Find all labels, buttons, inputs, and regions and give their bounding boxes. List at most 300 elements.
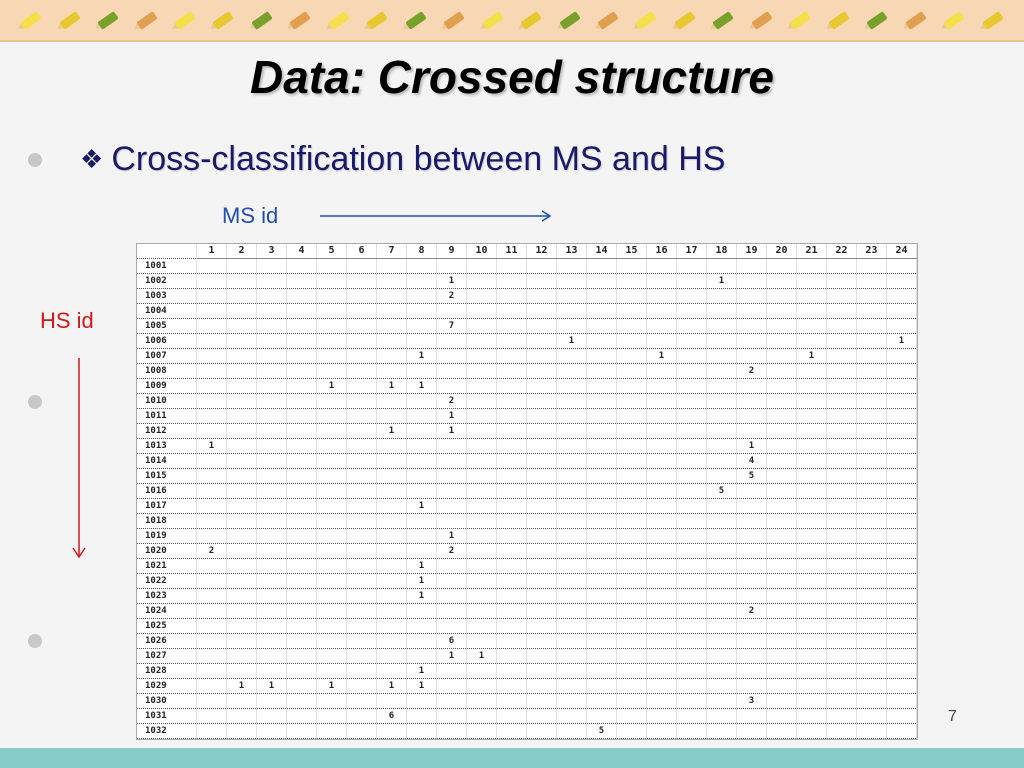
- table-cell: [227, 409, 257, 424]
- table-cell: [437, 604, 467, 619]
- table-cell: [467, 304, 497, 319]
- table-cell: [437, 619, 467, 634]
- table-cell: [737, 709, 767, 724]
- table-cell: [257, 364, 287, 379]
- table-cell: [647, 409, 677, 424]
- table-cell: [377, 649, 407, 664]
- table-cell: [377, 364, 407, 379]
- table-cell: [497, 259, 527, 274]
- table-cell: [767, 289, 797, 304]
- table-cell: 2: [737, 364, 767, 379]
- table-cell: [437, 379, 467, 394]
- table-cell: [647, 439, 677, 454]
- table-cell: [557, 349, 587, 364]
- bullet-dot-icon: [28, 395, 42, 409]
- pencil-icon: [943, 11, 965, 30]
- table-cell: [347, 694, 377, 709]
- table-cell: [797, 499, 827, 514]
- table-cell: [197, 649, 227, 664]
- table-cell: [797, 484, 827, 499]
- table-cell: [227, 514, 257, 529]
- table-cell: [617, 679, 647, 694]
- table-cell: [767, 664, 797, 679]
- table-cell: [287, 454, 317, 469]
- pencil-icon: [213, 11, 235, 30]
- table-cell: [497, 619, 527, 634]
- table-cell: [797, 559, 827, 574]
- table-cell: [827, 394, 857, 409]
- table-cell: [887, 304, 917, 319]
- table-cell: [197, 469, 227, 484]
- table-cell: [197, 724, 227, 739]
- table-cell: [857, 394, 887, 409]
- table-cell: [257, 409, 287, 424]
- table-cell: [227, 274, 257, 289]
- table-cell: [467, 544, 497, 559]
- table-cell: [677, 379, 707, 394]
- table-cell: [767, 604, 797, 619]
- table-cell: [857, 334, 887, 349]
- table-cell: [527, 709, 557, 724]
- table-cell: 1: [407, 589, 437, 604]
- table-cell: [887, 259, 917, 274]
- table-cell: 1: [437, 529, 467, 544]
- table-cell: [707, 379, 737, 394]
- table-cell: [887, 619, 917, 634]
- table-cell: [227, 304, 257, 319]
- table-cell: [377, 664, 407, 679]
- table-cell: [707, 514, 737, 529]
- table-cell: [407, 304, 437, 319]
- table-cell: [677, 664, 707, 679]
- table-cell: [287, 364, 317, 379]
- table-cell: [737, 559, 767, 574]
- table-cell: [347, 364, 377, 379]
- table-cell: [497, 589, 527, 604]
- table-cell: [617, 574, 647, 589]
- table-row: [137, 604, 917, 619]
- table-cell: 2: [437, 289, 467, 304]
- table-cell: [737, 544, 767, 559]
- bullet-item: [28, 140, 725, 179]
- table-cell: [767, 394, 797, 409]
- table-cell: [887, 289, 917, 304]
- table-cell: [797, 664, 827, 679]
- table-cell: [647, 709, 677, 724]
- table-cell: [347, 424, 377, 439]
- table-row: [137, 454, 917, 469]
- table-cell: [707, 649, 737, 664]
- table-cell: [647, 679, 677, 694]
- table-cell: [527, 619, 557, 634]
- table-cell: [617, 334, 647, 349]
- table-cell: 1: [407, 664, 437, 679]
- table-cell: [467, 274, 497, 289]
- table-cell: [617, 409, 647, 424]
- table-cell: [497, 679, 527, 694]
- table-cell: [557, 664, 587, 679]
- table-cell: [287, 469, 317, 484]
- table-cell: [197, 424, 227, 439]
- table-cell: [527, 379, 557, 394]
- table-cell: [707, 454, 737, 469]
- table-cell: [797, 679, 827, 694]
- table-cell: [707, 589, 737, 604]
- table-cell: [887, 349, 917, 364]
- table-cell: [707, 604, 737, 619]
- table-cell: [647, 469, 677, 484]
- table-cell: [347, 709, 377, 724]
- table-cell: [827, 529, 857, 544]
- table-cell: [587, 394, 617, 409]
- table-cell: [647, 694, 677, 709]
- table-cell: [527, 664, 557, 679]
- table-row: [137, 634, 917, 649]
- table-cell: 2: [437, 394, 467, 409]
- page-number: 7: [948, 708, 957, 725]
- table-cell: [497, 709, 527, 724]
- table-cell: [227, 559, 257, 574]
- row-label: 1030: [137, 694, 197, 709]
- table-cell: [617, 619, 647, 634]
- table-cell: [797, 589, 827, 604]
- diamond-cluster-icon: ❖: [80, 144, 104, 174]
- table-cell: [587, 349, 617, 364]
- table-cell: [257, 349, 287, 364]
- table-cell: [347, 679, 377, 694]
- table-cell: [587, 289, 617, 304]
- table-cell: [437, 469, 467, 484]
- table-cell: [677, 259, 707, 274]
- table-cell: [497, 319, 527, 334]
- table-cell: [617, 499, 647, 514]
- table-cell: [827, 589, 857, 604]
- table-cell: 1: [557, 334, 587, 349]
- table-cell: [437, 679, 467, 694]
- table-cell: [467, 439, 497, 454]
- table-cell: [857, 454, 887, 469]
- table-row: [137, 664, 917, 679]
- table-cell: [707, 259, 737, 274]
- table-cell: [257, 499, 287, 514]
- table-cell: [557, 289, 587, 304]
- table-cell: [557, 529, 587, 544]
- table-cell: [617, 304, 647, 319]
- table-cell: [497, 724, 527, 739]
- table-cell: [197, 664, 227, 679]
- table-cell: [227, 454, 257, 469]
- table-cell: [467, 454, 497, 469]
- table-cell: [827, 379, 857, 394]
- table-row: [137, 469, 917, 484]
- table-cell: [767, 484, 797, 499]
- table-cell: [647, 319, 677, 334]
- table-cell: [647, 559, 677, 574]
- table-cell: [287, 664, 317, 679]
- table-cell: 1: [707, 274, 737, 289]
- table-cell: [497, 544, 527, 559]
- table-cell: [497, 529, 527, 544]
- table-cell: [527, 424, 557, 439]
- table-cell: [707, 694, 737, 709]
- row-label: 1021: [137, 559, 197, 574]
- table-cell: [377, 394, 407, 409]
- table-cell: [257, 664, 287, 679]
- row-label: 1007: [137, 349, 197, 364]
- table-cell: [617, 289, 647, 304]
- table-cell: [797, 304, 827, 319]
- table-cell: [677, 304, 707, 319]
- table-cell: [647, 484, 677, 499]
- column-header: 6: [347, 244, 377, 259]
- table-cell: 1: [377, 379, 407, 394]
- pencil-icon: [790, 11, 812, 30]
- table-cell: [557, 274, 587, 289]
- table-cell: [347, 304, 377, 319]
- table-cell: [827, 259, 857, 274]
- table-cell: [257, 634, 287, 649]
- table-cell: [557, 454, 587, 469]
- table-cell: [257, 694, 287, 709]
- table-cell: [527, 304, 557, 319]
- table-cell: [317, 574, 347, 589]
- table-cell: [497, 649, 527, 664]
- table-cell: [287, 709, 317, 724]
- table-cell: [257, 379, 287, 394]
- table-cell: [317, 634, 347, 649]
- table-cell: [287, 724, 317, 739]
- table-cell: [827, 349, 857, 364]
- table-cell: [737, 319, 767, 334]
- row-label: 1003: [137, 289, 197, 304]
- table-cell: [377, 439, 407, 454]
- table-cell: [197, 634, 227, 649]
- table-cell: [437, 589, 467, 604]
- column-header: 11: [497, 244, 527, 259]
- table-cell: [827, 634, 857, 649]
- table-cell: [197, 454, 227, 469]
- table-cell: 1: [377, 679, 407, 694]
- table-cell: [557, 259, 587, 274]
- table-cell: [827, 619, 857, 634]
- table-cell: [677, 724, 707, 739]
- table-cell: [887, 604, 917, 619]
- table-cell: [497, 379, 527, 394]
- table-cell: [257, 484, 287, 499]
- table-cell: [467, 259, 497, 274]
- table-cell: [557, 574, 587, 589]
- table-cell: [317, 319, 347, 334]
- table-cell: [617, 589, 647, 604]
- table-cell: [287, 349, 317, 364]
- table-cell: 1: [407, 499, 437, 514]
- table-cell: [887, 634, 917, 649]
- pencil-icon: [328, 11, 350, 30]
- table-cell: [287, 649, 317, 664]
- table-cell: [557, 379, 587, 394]
- table-cell: 1: [467, 649, 497, 664]
- table-cell: [767, 454, 797, 469]
- table-cell: [347, 559, 377, 574]
- table-cell: [467, 379, 497, 394]
- table-cell: [557, 514, 587, 529]
- table-cell: [467, 664, 497, 679]
- table-cell: 1: [377, 424, 407, 439]
- row-label: 1009: [137, 379, 197, 394]
- table-cell: [647, 664, 677, 679]
- table-cell: [887, 559, 917, 574]
- table-cell: [467, 334, 497, 349]
- table-cell: [317, 349, 347, 364]
- table-cell: [857, 289, 887, 304]
- pencil-icon: [982, 11, 1004, 30]
- table-cell: [557, 724, 587, 739]
- table-cell: [887, 484, 917, 499]
- table-cell: [287, 289, 317, 304]
- table-cell: [677, 559, 707, 574]
- row-label: 1015: [137, 469, 197, 484]
- table-cell: [827, 514, 857, 529]
- table-cell: [287, 409, 317, 424]
- table-cell: [737, 724, 767, 739]
- pencil-icon: [636, 11, 658, 30]
- table-cell: [497, 484, 527, 499]
- row-label: 1006: [137, 334, 197, 349]
- table-cell: [407, 694, 437, 709]
- pencil-icon: [674, 11, 696, 30]
- table-cell: [617, 709, 647, 724]
- table-cell: [317, 664, 347, 679]
- table-cell: [587, 319, 617, 334]
- table-cell: [347, 469, 377, 484]
- table-cell: [767, 649, 797, 664]
- table-cell: [497, 394, 527, 409]
- table-cell: [587, 514, 617, 529]
- table-cell: [797, 439, 827, 454]
- table-cell: [257, 589, 287, 604]
- table-cell: [857, 724, 887, 739]
- table-cell: [407, 619, 437, 634]
- table-cell: [347, 634, 377, 649]
- table-cell: [887, 424, 917, 439]
- table-cell: [887, 679, 917, 694]
- table-cell: [767, 439, 797, 454]
- table-row: [137, 409, 917, 424]
- row-label: 1029: [137, 679, 197, 694]
- table-cell: [617, 634, 647, 649]
- table-cell: [737, 334, 767, 349]
- table-cell: 1: [437, 424, 467, 439]
- column-header: 18: [707, 244, 737, 259]
- table-cell: [767, 409, 797, 424]
- table-cell: 1: [197, 439, 227, 454]
- table-row: [137, 484, 917, 499]
- table-cell: [467, 724, 497, 739]
- table-cell: [287, 259, 317, 274]
- table-cell: [857, 649, 887, 664]
- table-cell: [827, 334, 857, 349]
- table-cell: [857, 349, 887, 364]
- table-cell: [647, 724, 677, 739]
- table-cell: [407, 409, 437, 424]
- table-cell: [227, 529, 257, 544]
- table-cell: [617, 604, 647, 619]
- table-cell: [227, 289, 257, 304]
- table-cell: [617, 424, 647, 439]
- table-cell: [647, 514, 677, 529]
- table-cell: [377, 514, 407, 529]
- table-cell: [857, 619, 887, 634]
- table-cell: [857, 529, 887, 544]
- pencil-icon: [905, 11, 927, 30]
- table-cell: 1: [257, 679, 287, 694]
- table-cell: 2: [437, 544, 467, 559]
- table-cell: 1: [737, 439, 767, 454]
- table-cell: [257, 574, 287, 589]
- table-cell: [767, 304, 797, 319]
- table-cell: [467, 679, 497, 694]
- table-cell: 6: [437, 634, 467, 649]
- table-cell: [857, 274, 887, 289]
- table-cell: [707, 499, 737, 514]
- table-cell: [377, 334, 407, 349]
- table-cell: [197, 679, 227, 694]
- row-label: 1012: [137, 424, 197, 439]
- table-cell: [617, 454, 647, 469]
- row-label: 1013: [137, 439, 197, 454]
- table-cell: [527, 574, 557, 589]
- table-cell: [767, 499, 797, 514]
- table-cell: [767, 259, 797, 274]
- table-cell: [737, 304, 767, 319]
- table-cell: [287, 544, 317, 559]
- table-cell: [857, 604, 887, 619]
- table-cell: [767, 724, 797, 739]
- row-label: 1019: [137, 529, 197, 544]
- table-cell: [587, 424, 617, 439]
- table-cell: [857, 574, 887, 589]
- column-header: 7: [377, 244, 407, 259]
- table-cell: [737, 379, 767, 394]
- table-cell: [467, 394, 497, 409]
- table-cell: [827, 499, 857, 514]
- table-cell: [377, 289, 407, 304]
- table-cell: [527, 334, 557, 349]
- table-cell: [857, 589, 887, 604]
- row-label: 1018: [137, 514, 197, 529]
- column-header: 8: [407, 244, 437, 259]
- table-cell: [767, 274, 797, 289]
- table-row: [137, 334, 917, 349]
- table-cell: [617, 274, 647, 289]
- table-cell: [737, 514, 767, 529]
- table-cell: [527, 289, 557, 304]
- table-cell: [887, 649, 917, 664]
- table-cell: [317, 439, 347, 454]
- table-cell: [437, 304, 467, 319]
- table-cell: [467, 319, 497, 334]
- table-cell: [197, 364, 227, 379]
- table-cell: [587, 649, 617, 664]
- table-cell: [887, 394, 917, 409]
- table-cell: [377, 349, 407, 364]
- table-cell: [767, 349, 797, 364]
- table-cell: [857, 379, 887, 394]
- table-cell: [497, 364, 527, 379]
- table-cell: [797, 514, 827, 529]
- table-cell: [557, 619, 587, 634]
- table-cell: [317, 289, 347, 304]
